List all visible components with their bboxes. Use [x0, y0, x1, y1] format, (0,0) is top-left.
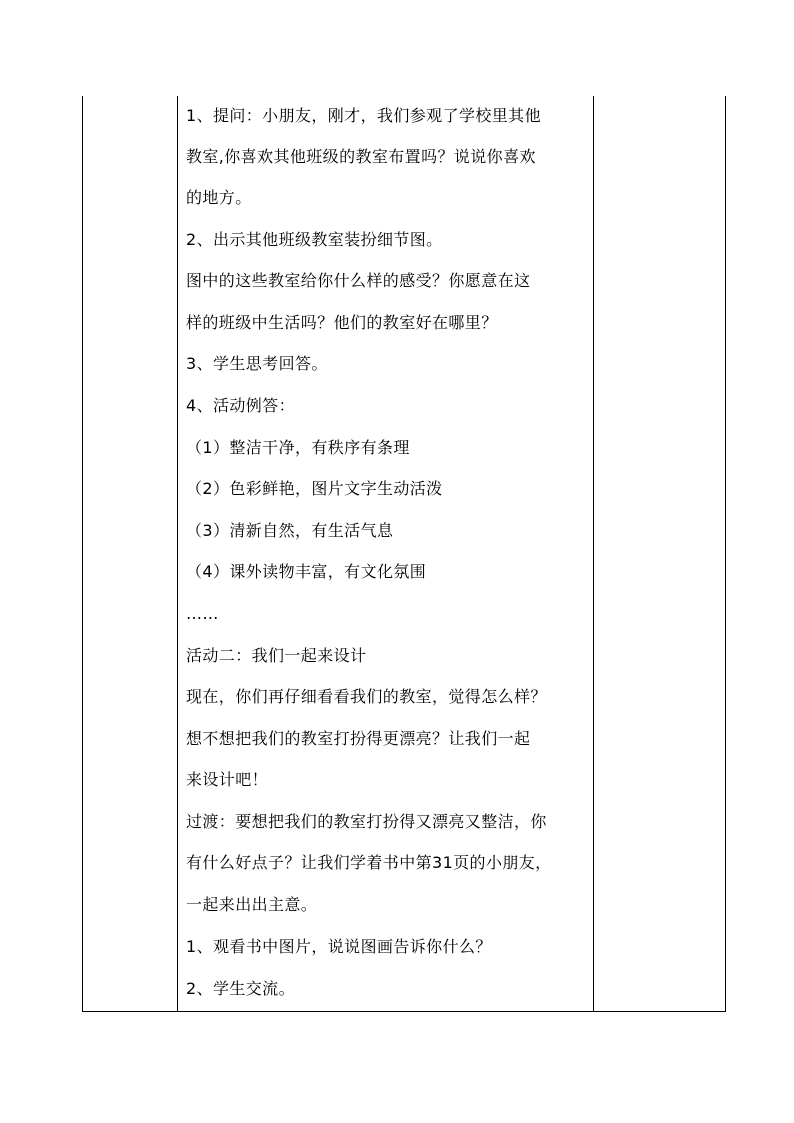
- text-line: （3）清新自然，有生活气息: [186, 521, 394, 540]
- table-divider-2: [593, 96, 594, 1012]
- text-line: 2、学生交流。: [186, 979, 295, 998]
- text-line: 过渡：要想把我们的教室打扮得又漂亮又整洁，你: [186, 812, 547, 831]
- table-divider-1: [177, 96, 178, 1012]
- text-line: （4）课外读物丰富，有文化氛围: [186, 562, 427, 581]
- text-line: 现在，你们再仔细看看我们的教室，觉得怎么样？: [186, 687, 547, 706]
- text-line: 1、提问：小朋友，刚才，我们参观了学校里其他: [186, 106, 541, 125]
- text-line: 2、出示其他班级教室装扮细节图。: [186, 230, 443, 249]
- text-line: （1）整洁干净，有秩序有条理: [186, 438, 410, 457]
- text-line: 图中的这些教室给你什么样的感受？你愿意在这: [186, 271, 531, 290]
- text-line: 教室,你喜欢其他班级的教室布置吗？说说你喜欢: [186, 147, 536, 166]
- text-line: （2）色彩鲜艳，图片文字生动活泼: [186, 479, 443, 498]
- table-border-left: [82, 96, 83, 1012]
- text-line: 样的班级中生活吗？他们的教室好在哪里？: [186, 313, 498, 332]
- text-line: ……: [186, 604, 219, 623]
- table-border-bottom: [82, 1011, 726, 1012]
- text-line: 活动二：我们一起来设计: [186, 646, 367, 665]
- text-line: 4、活动例答：: [186, 396, 295, 415]
- text-line: 有什么好点子？让我们学着书中第31页的小朋友，: [186, 853, 552, 872]
- text-line: 想不想把我们的教室打扮得更漂亮？让我们一起: [186, 729, 531, 748]
- text-line: 一起来出出主意。: [186, 895, 318, 914]
- text-line: 3、学生思考回答。: [186, 354, 328, 373]
- table-border-right: [725, 96, 726, 1012]
- text-line: 的地方。: [186, 188, 252, 207]
- text-line: 来设计吧！: [186, 770, 269, 789]
- text-line: 1、观看书中图片，说说图画告诉你什么？: [186, 937, 492, 956]
